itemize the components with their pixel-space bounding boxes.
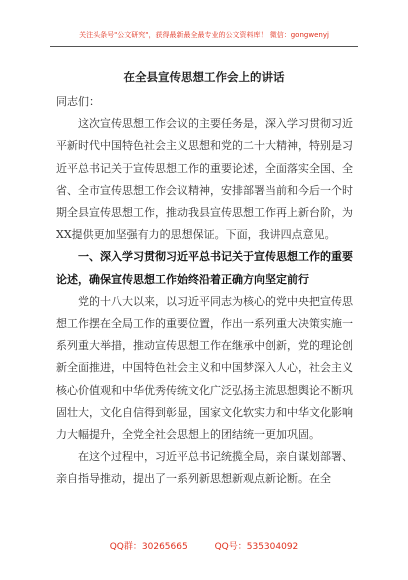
salutation: 同志们： (56, 95, 100, 108)
section1-paragraph-1: 党的十八大以来，以习近平同志为核心的党中央把宣传思想工作摆在全局工作的重要位置，作出一系列重大决策实施一系列重大举措，推动宣传思想工作在继承中创新，党的理论创新全面推进，中国特色社会主义和中国梦深入人心，社会主义核心价值观和中华优秀传统文化广泛弘扬主流思想舆论不断巩固壮大，文化自信得到彰显，国家文化软实力和中华文化影响力大幅提升，全党全社会思想上的团结统一更加巩固。 (56, 294, 353, 442)
header-divider (50, 46, 358, 47)
section-heading-1: 一、深入学习贯彻习近平总书记关于宣传思想工作的重要论述，确保宣传思想工作始终沿着正确方向坚定前行 (56, 250, 353, 286)
footer-qq-group: QQ群：30265665 (109, 542, 188, 552)
document-title: 在全县宣传思想工作会上的讲话 (123, 70, 285, 84)
document-body (56, 91, 356, 491)
section1-paragraph-2: 在这个过程中，习近平总书记统揽全局，亲自谋划部署、亲自指导推动，提出了一系列新思想新观点新论断。在全 (56, 450, 353, 486)
page-header-notice: 关注头条号"公文研究"，获得最新最全最专业的公文资料库！ 微信：gongwenyj (79, 31, 329, 39)
footer-qq-id: QQ号：535304092 (214, 542, 299, 552)
page-footer (0, 539, 408, 552)
intro-paragraph: 这次宣传思想工作会议的主要任务是，深入学习贯彻习近平新时代中国特色社会主义思想和党的二十大精神，特别是习近平总书记关于宣传思想工作的重要论述，全面落实全国、全省、全市宣传思想工作会议精神，安排部署当前和今后一个时期全县宣传思想工作，推动我县宣传思想工作再上新台阶，为XX提供更加坚强有力的思想保证。下面，我讲四点意见。 (56, 117, 353, 242)
